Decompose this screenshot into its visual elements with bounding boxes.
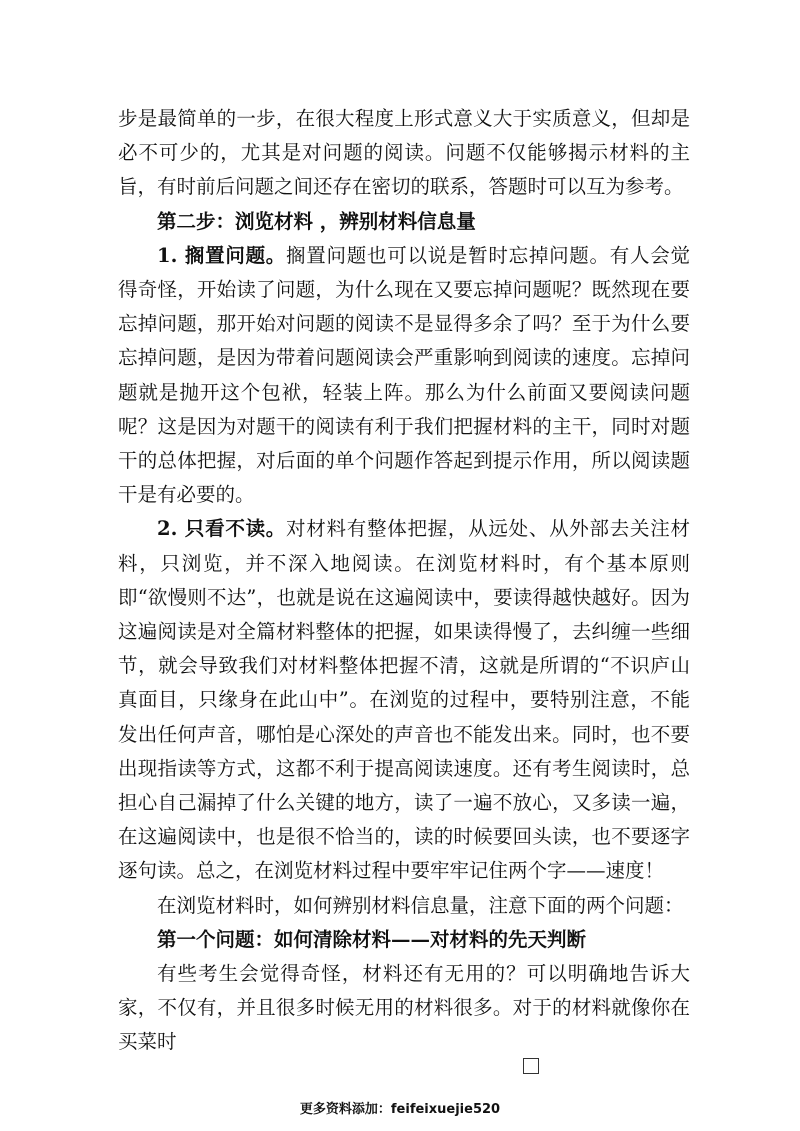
- point-label: 1. 搁置问题。: [157, 243, 287, 267]
- point-label: 2. 只看不读。: [157, 517, 287, 541]
- heading-text: 第一个问题：如何清除材料——对材料的先天判断: [157, 927, 587, 951]
- section-heading-first-question: [118, 923, 690, 957]
- paragraph-shelve-questions: [118, 239, 690, 513]
- paragraph-text: 在浏览材料时，如何辨别材料信息量，注意下面的两个问题：: [157, 893, 684, 917]
- heading-text: 第二步：浏览材料 ，辨别材料信息量: [157, 209, 476, 233]
- paragraph-intro: [118, 102, 690, 205]
- paragraph-look-not-read: [118, 512, 690, 888]
- paragraph-two-questions-intro: [118, 889, 690, 923]
- paragraph-useless-material: [118, 957, 690, 1060]
- paragraph-text: 搁置问题也可以说是暂时忘掉问题。有人会觉得奇怪，开始读了问题，为什么现在又要忘掉问题呢？既然现在要忘掉问题，那开始对问题的阅读不是显得多余了吗？至于为什么要忘掉问题，是因为带着问题阅读会严重影响到阅读的速度。忘掉问题就是抛开这个包袱，轻装上阵。那么为什么前面又要阅读问题呢？这是因为对题干的阅读有利于我们把握材料的主干，同时对题干的总体把握，对后面的单个问题作答起到提示作用，所以阅读题干是有必要的。: [118, 243, 690, 507]
- paragraph-text: 步是最简单的一步，在很大程度上形式意义大于实质意义，但却是必不可少的，尤其是对问题的阅读。问题不仅能够揭示材料的主旨，有时前后问题之间还存在密切的联系，答题时可以互为参考。: [118, 107, 690, 199]
- section-heading-step-two: [118, 205, 690, 239]
- paragraph-text: 有些考生会觉得奇怪，材料还有无用的？可以明确地告诉大家，不仅有，并且很多时候无用的材料很多。对于的材料就像你在买菜时: [118, 962, 690, 1054]
- document-body: [118, 102, 690, 1060]
- paragraph-text: 对材料有整体把握，从远处、从外部去关注材料，只浏览，并不深入地阅读。在浏览材料时，有个基本原则即“欲慢则不达”，也就是说在这遍阅读中，要读得越快越好。因为这遍阅读是对全篇材料整体的把握，如果读得慢了，去纠缠一些细节，就会导致我们对材料整体把握不清，这就是所谓的“不识庐山真面目，只缘身在此山中”。在浏览的过程中，要特别注意，不能发出任何声音，哪怕是心深处的声音也不能发出来。同时，也不要出现指读等方式，这都不利于提高阅读速度。还有考生阅读时，总担心自己漏掉了什么关键的地方，读了一遍不放心，又多读一遍，在这遍阅读中，也是很不恰当的，读的时候要回头读，也不要逐字逐句读。总之，在浏览材料过程中要牢牢记住两个字——速度！: [118, 517, 690, 883]
- checkbox[interactable]: [523, 1058, 539, 1074]
- footer-note: 更多资料添加：feifeixuejie520: [299, 1102, 501, 1117]
